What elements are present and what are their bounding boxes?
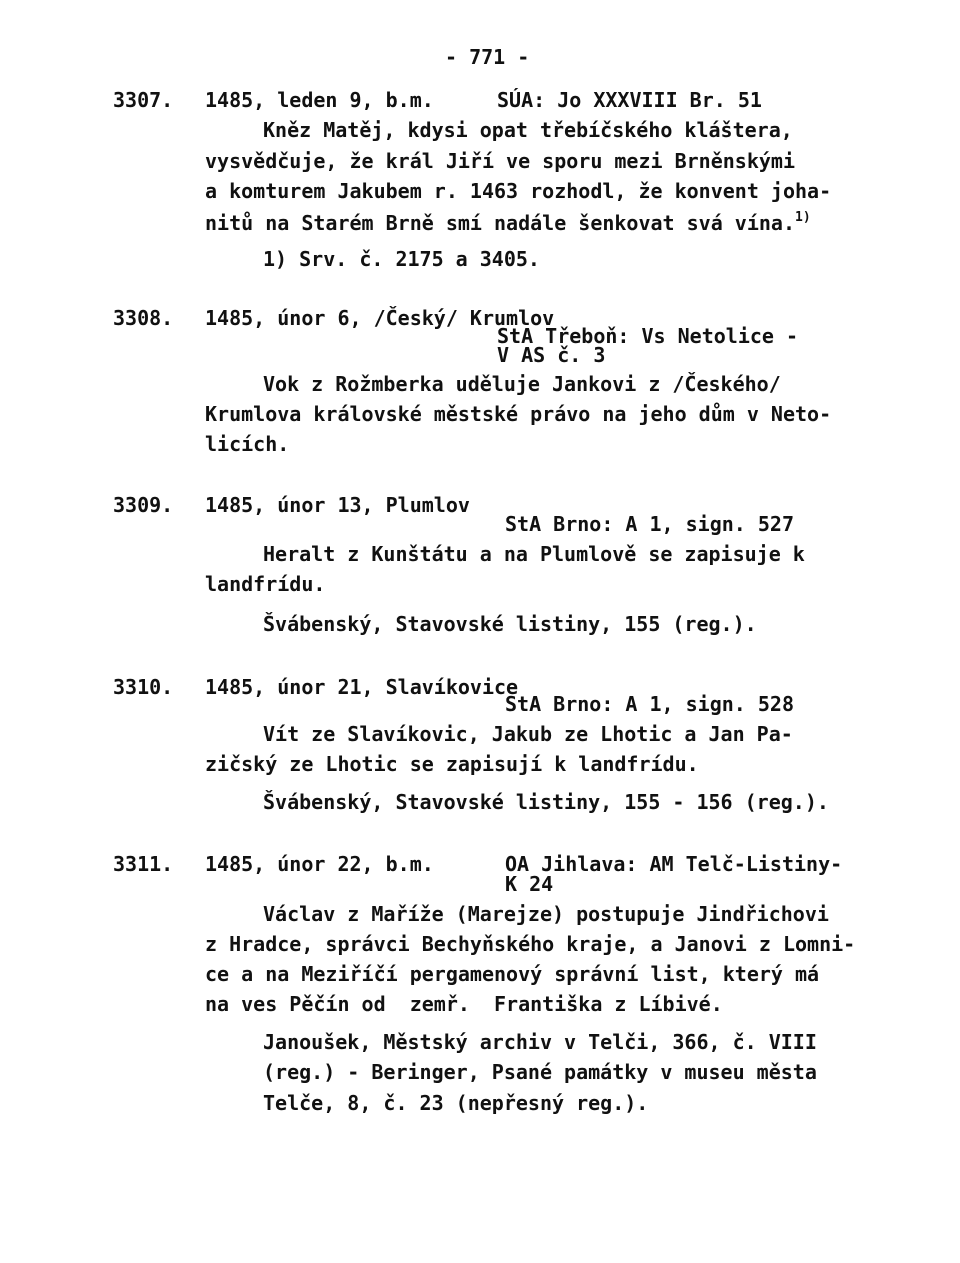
entry-text-line: Krumlova královské městské právo na jeho dům v Neto- [205, 402, 832, 426]
entry-source: OA Jihlava: AM Telč-Listiny- [505, 852, 843, 876]
entry-text-line: na ves Pěčín od zemř. Františka z Líbivé. [205, 992, 723, 1016]
entry-text-line: Kněz Matěj, kdysi opat třebíčského kláštera, [263, 118, 793, 142]
entry-number: 3309. [113, 493, 174, 517]
page-number: - 771 - [445, 45, 530, 69]
entry-date-place: 1485, únor 13, Plumlov [205, 493, 470, 517]
entry-text-line: Vít ze Slavíkovic, Jakub ze Lhotic a Jan Pa- [263, 722, 793, 746]
literature-note: Švábenský, Stavovské listiny, 155 - 156 (reg.). [263, 790, 829, 814]
footnote-mark: 1) [795, 210, 811, 225]
literature-note: Telče, 8, č. 23 (nepřesný reg.). [263, 1091, 649, 1115]
entry-date-place: 1485, únor 21, Slavíkovice [205, 675, 519, 699]
entry-text-line: Heralt z Kunštátu a na Plumlově se zapisuje k [263, 542, 805, 566]
entry-source: StA Brno: A 1, sign. 527 [505, 512, 794, 536]
entry-source: V AS č. 3 [497, 343, 606, 367]
literature-note: Švábenský, Stavovské listiny, 155 (reg.). [263, 612, 757, 636]
entry-text-line: vysvědčuje, že král Jiří ve sporu mezi Brněnskými [205, 149, 796, 173]
footnote: 1) Srv. č. 2175 a 3405. [263, 247, 540, 271]
entry-number: 3310. [113, 675, 174, 699]
entry-date-place: 1485, únor 6, /Český/ Krumlov [205, 306, 555, 330]
entry-number: 3308. [113, 306, 174, 330]
entry-text-line: z Hradce, správci Bechyňského kraje, a Janovi z Lomni- [205, 932, 856, 956]
entry-text-line: zičský ze Lhotic se zapisují k landfrídu. [205, 752, 699, 776]
entry-number: 3307. [113, 88, 174, 112]
entry-date-place: 1485, leden 9, b.m. [205, 88, 434, 112]
entry-source: StA Třeboň: Vs Netolice - [497, 324, 799, 348]
entry-source: StA Brno: A 1, sign. 528 [505, 692, 794, 716]
entry-text-line [205, 211, 811, 233]
entry-text: nitů na Starém Brně smí nadále šenkovat svá vína. [205, 211, 796, 235]
entry-text-line: landfrídu. [205, 572, 326, 596]
entry-source: SÚA: Jo XXXVIII Br. 51 [497, 88, 762, 112]
entry-text-line: licích. [205, 432, 290, 456]
literature-note: (reg.) - Beringer, Psané památky v museu města [263, 1060, 817, 1084]
entry-source: K 24 [505, 872, 554, 896]
literature-note: Janoušek, Městský archiv v Telči, 366, č. VIII [263, 1030, 817, 1054]
entry-text-line: ce a na Meziříčí pergamenový správní list, který má [205, 962, 820, 986]
entry-number: 3311. [113, 852, 174, 876]
entry-text-line: a komturem Jakubem r. 1463 rozhodl, že konvent joha- [205, 179, 832, 203]
entry-date-place: 1485, únor 22, b.m. [205, 852, 434, 876]
entry-text-line: Václav z Maříže (Marejze) postupuje Jindřichovi [263, 902, 829, 926]
entry-text-line: Vok z Rožmberka uděluje Jankovi z /Českého/ [263, 372, 781, 396]
